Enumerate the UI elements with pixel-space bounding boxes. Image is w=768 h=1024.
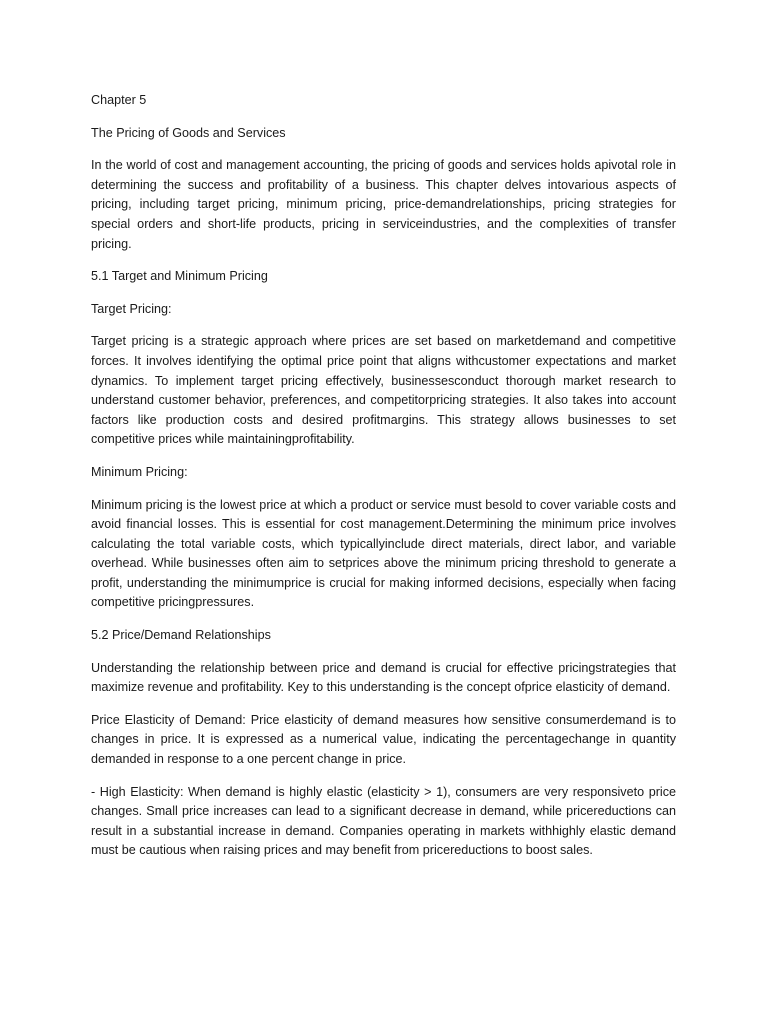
minimum-pricing-paragraph: Minimum pricing is the lowest price at which a product or service must besold to cover variable costs and avoid financial losses. This is essential for cost management.Determining the minimum price involves calculating the total variable costs, which typicallyinclude direct materials, direct labor, and variable overhead. While businesses often aim to setprices above the minimum pricing threshold to generate a profit, understanding the minimumprice is crucial for making informed decisions, especially when facing competitive pricingpressures. — [91, 497, 676, 610]
subheading-minimum-pricing: Minimum Pricing: — [91, 464, 188, 479]
price-elasticity-paragraph: Price Elasticity of Demand: Price elasticity of demand measures how sensitive consumerdemand is to changes in price. It is expressed as a numerical value, indicating the percentagechange in quantity demanded in response to a one percent change in price. — [91, 712, 676, 767]
price-demand-paragraph: Understanding the relationship between price and demand is crucial for effective pricingstrategies that maximize revenue and profitability. Key to this understanding is the concept ofprice elasticity of demand. — [91, 660, 676, 695]
intro-paragraph: In the world of cost and management accounting, the pricing of goods and services holds apivotal role in determining the success and profitability of a business. This chapter delves intovarious aspects of pricing, including target pricing, minimum pricing, price-demandrelationships, pricing strategies for special orders and short-life products, pricing in serviceindustries, and the complexities of transfer pricing. — [91, 158, 676, 251]
chapter-label: Chapter 5 — [91, 93, 147, 107]
subheading-target-pricing: Target Pricing: — [91, 301, 172, 316]
target-pricing-paragraph: Target pricing is a strategic approach where prices are set based on marketdemand and competitive forces. It involves identifying the optimal price point that aligns withcustomer expectations and market dynamics. To implement target pricing effectively, businessesconduct thorough market research to understand customer behavior, preferences, and competitorpricing strategies. It also takes into account factors like production costs and desired profitmargins. This strategy allows businesses to set competitive prices while maintainingprofitability. — [91, 334, 676, 447]
chapter-title: The Pricing of Goods and Services — [91, 125, 286, 140]
section-heading-5-1: 5.1 Target and Minimum Pricing — [91, 269, 268, 284]
section-heading-5-2: 5.2 Price/Demand Relationships — [91, 628, 271, 643]
high-elasticity-paragraph: - High Elasticity: When demand is highly elastic (elasticity > 1), consumers are very responsiveto price changes. Small price increases can lead to a significant decrease in demand, while pricereductions can result in a substantial increase in demand. Companies operating in markets withhighly elastic demand must be cautious when raising prices and may benefit from pricereductions to boost sales. — [91, 784, 676, 858]
